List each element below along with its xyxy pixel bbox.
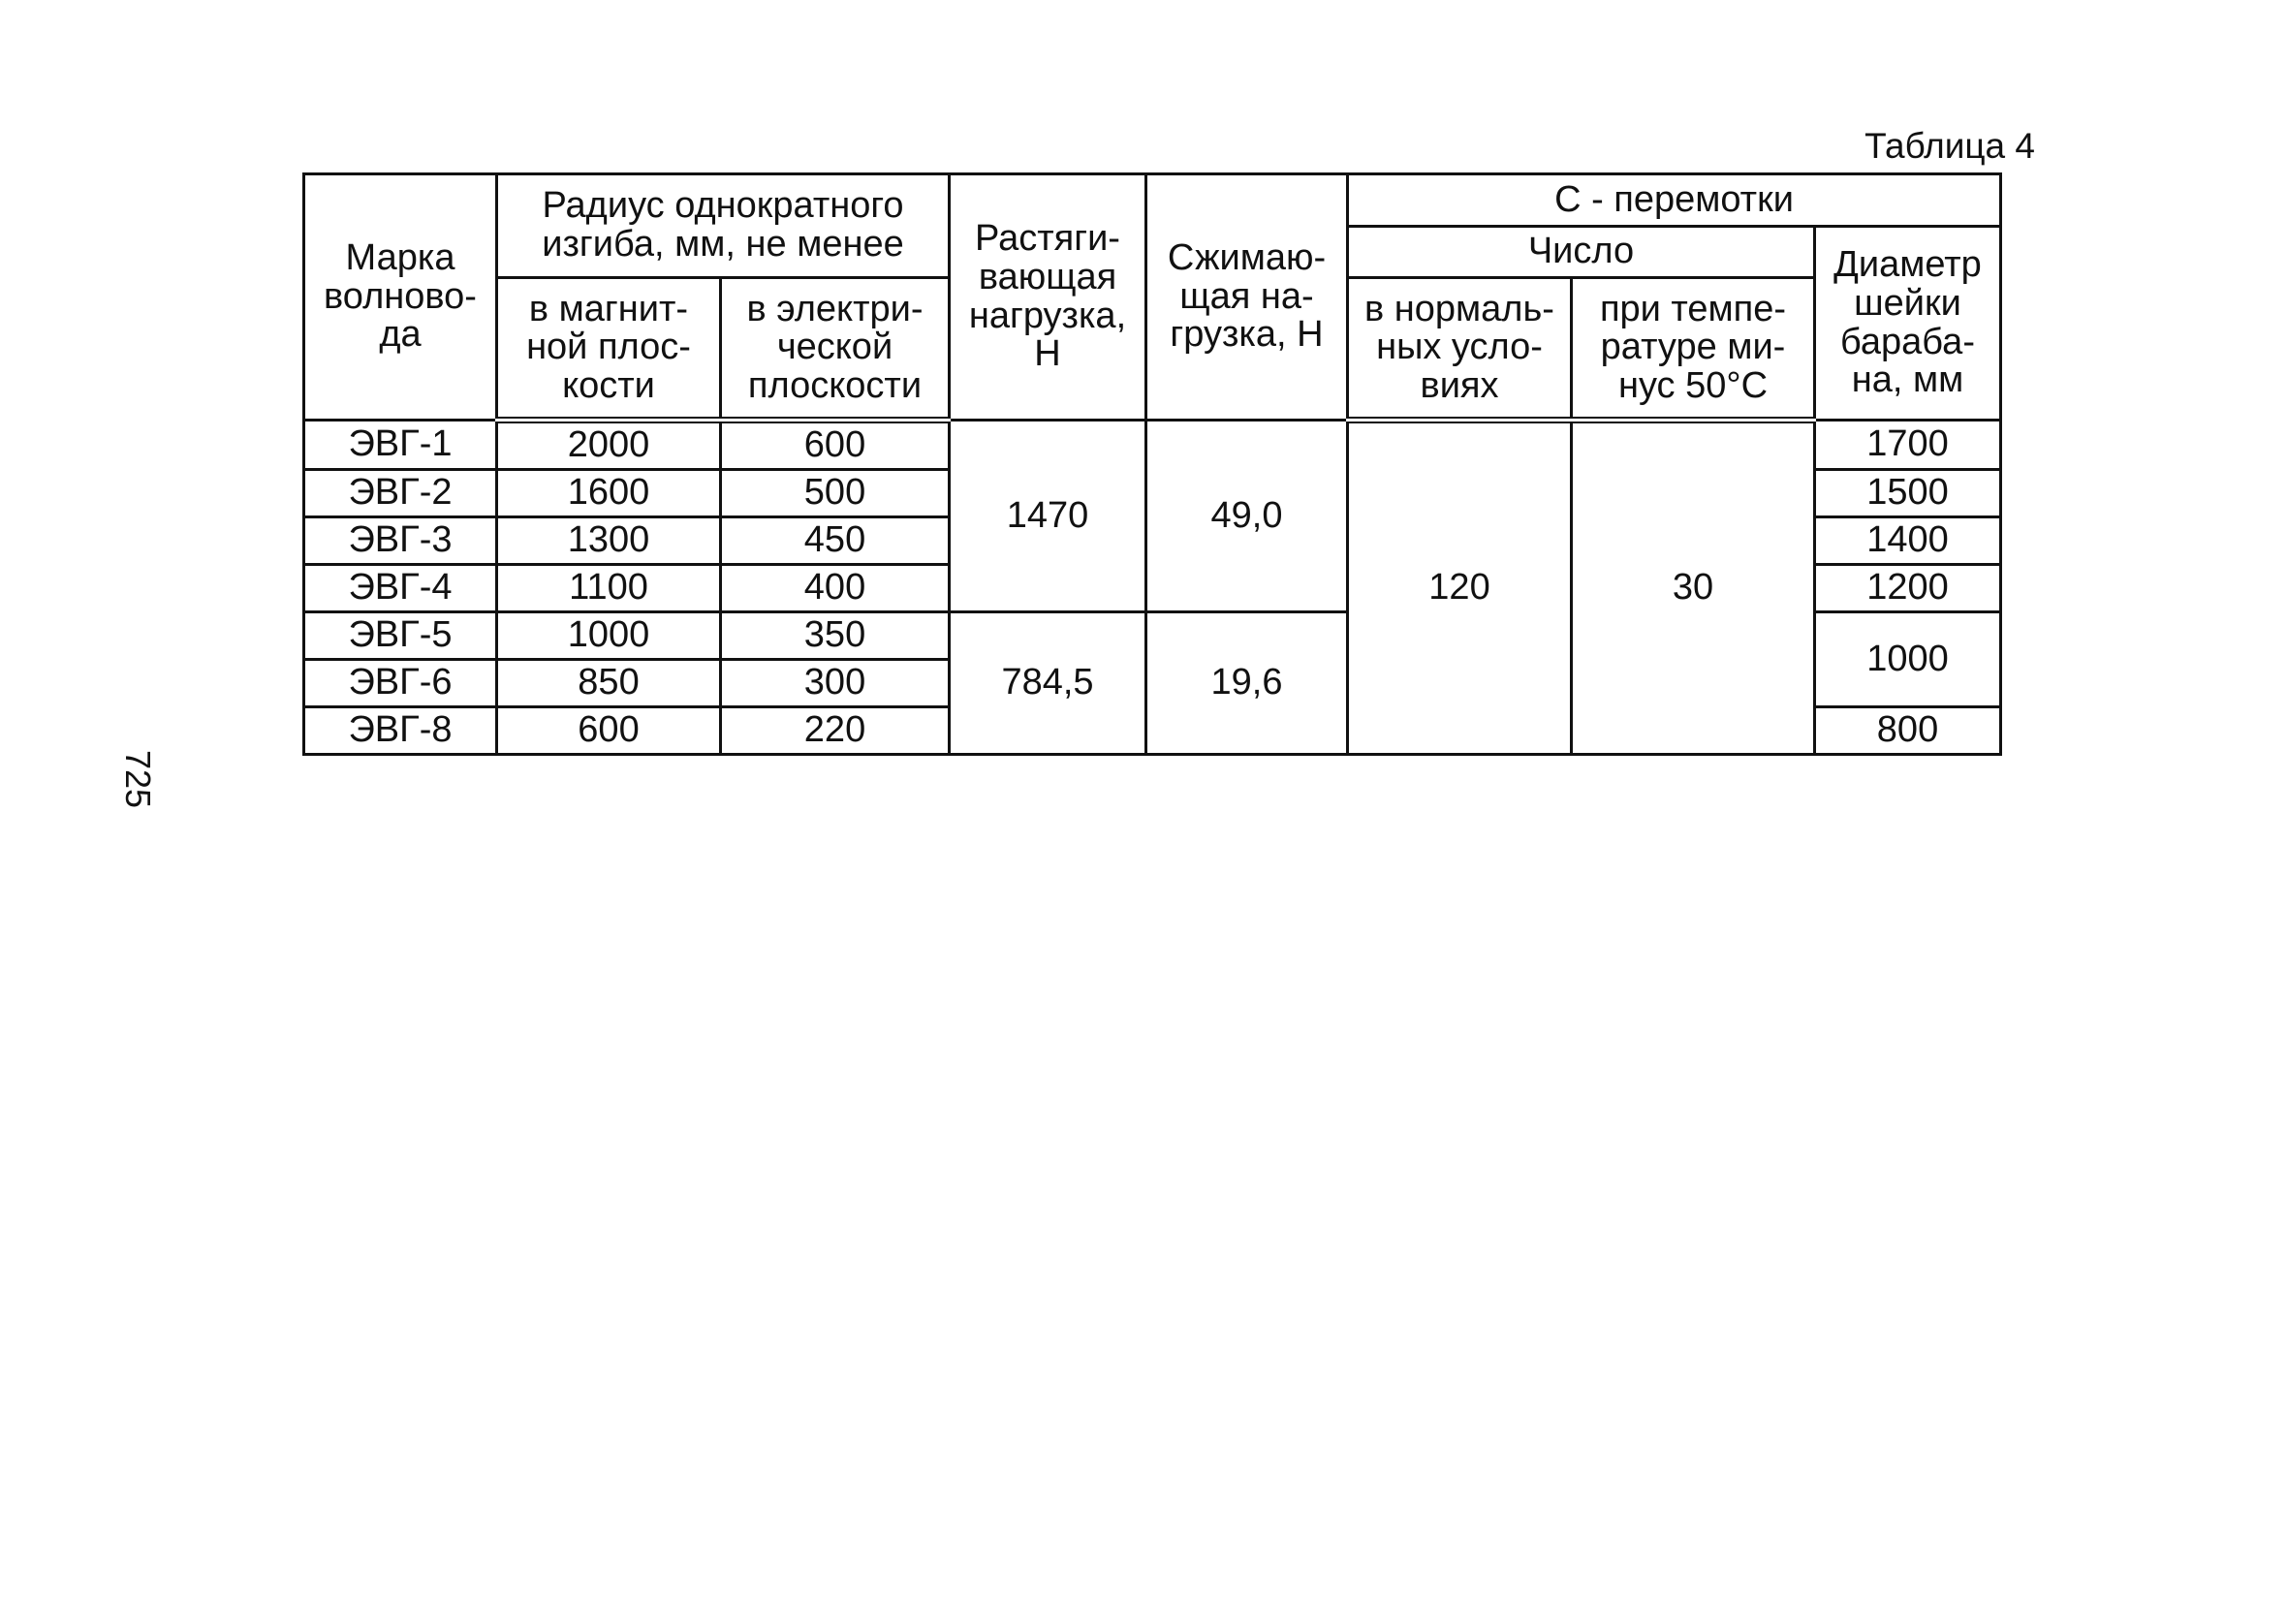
cell-brand: ЭВГ-4	[304, 565, 497, 612]
waveguide-spec-table	[302, 172, 2002, 756]
cell-normal-conditions: 120	[1348, 421, 1572, 755]
cell-tensile-group-1: 1470	[950, 421, 1146, 612]
cell-radius-electric: 350	[721, 612, 950, 660]
table-caption: Таблица 4	[1864, 126, 2035, 166]
header-brand: Марка волново-да	[304, 174, 497, 421]
cell-radius-electric: 500	[721, 470, 950, 517]
cell-radius-magnetic: 600	[497, 707, 721, 755]
header-tensile-load: Растяги-вающая нагрузка, Н	[950, 174, 1146, 421]
cell-brand: ЭВГ-6	[304, 660, 497, 707]
header-normal-conditions: в нормаль-ных усло-виях	[1348, 278, 1572, 421]
cell-brand: ЭВГ-1	[304, 421, 497, 470]
cell-radius-magnetic: 1100	[497, 565, 721, 612]
cell-radius-magnetic: 1000	[497, 612, 721, 660]
header-radius-magnetic: в магнит-ной плос-кости	[497, 278, 721, 421]
cell-brand: ЭВГ-2	[304, 470, 497, 517]
cell-radius-magnetic: 1300	[497, 517, 721, 565]
cell-radius-magnetic: 2000	[497, 421, 721, 470]
cell-radius-electric: 220	[721, 707, 950, 755]
cell-drum-diameter: 800	[1815, 707, 2001, 755]
header-row-1	[304, 174, 2001, 227]
header-radius-group: Радиус однократного изгиба, мм, не менее	[497, 174, 950, 278]
cell-radius-electric: 600	[721, 421, 950, 470]
header-number-group: Число	[1348, 227, 1815, 278]
header-rewind-group: С - перемотки	[1348, 174, 2001, 227]
cell-brand: ЭВГ-5	[304, 612, 497, 660]
cell-radius-electric: 400	[721, 565, 950, 612]
cell-radius-electric: 450	[721, 517, 950, 565]
cell-brand: ЭВГ-3	[304, 517, 497, 565]
cell-drum-diameter: 1700	[1815, 421, 2001, 470]
table-row	[304, 421, 2001, 470]
cell-compressive-group-2: 19,6	[1146, 612, 1348, 755]
page-number: 725	[118, 749, 158, 809]
cell-brand: ЭВГ-8	[304, 707, 497, 755]
header-drum-diameter: Диаметр шейки бараба-на, мм	[1815, 227, 2001, 421]
cell-drum-diameter: 1200	[1815, 565, 2001, 612]
cell-minus-temp: 30	[1572, 421, 1815, 755]
cell-radius-magnetic: 850	[497, 660, 721, 707]
cell-tensile-group-2: 784,5	[950, 612, 1146, 755]
cell-drum-diameter: 1400	[1815, 517, 2001, 565]
header-minus-temp: при темпе-ратуре ми-нус 50°С	[1572, 278, 1815, 421]
cell-radius-electric: 300	[721, 660, 950, 707]
cell-drum-diameter: 1000	[1815, 612, 2001, 707]
cell-radius-magnetic: 1600	[497, 470, 721, 517]
header-radius-electric: в электри-ческой плоскости	[721, 278, 950, 421]
cell-drum-diameter: 1500	[1815, 470, 2001, 517]
header-compressive-load: Сжимаю-щая на-грузка, Н	[1146, 174, 1348, 421]
cell-compressive-group-1: 49,0	[1146, 421, 1348, 612]
